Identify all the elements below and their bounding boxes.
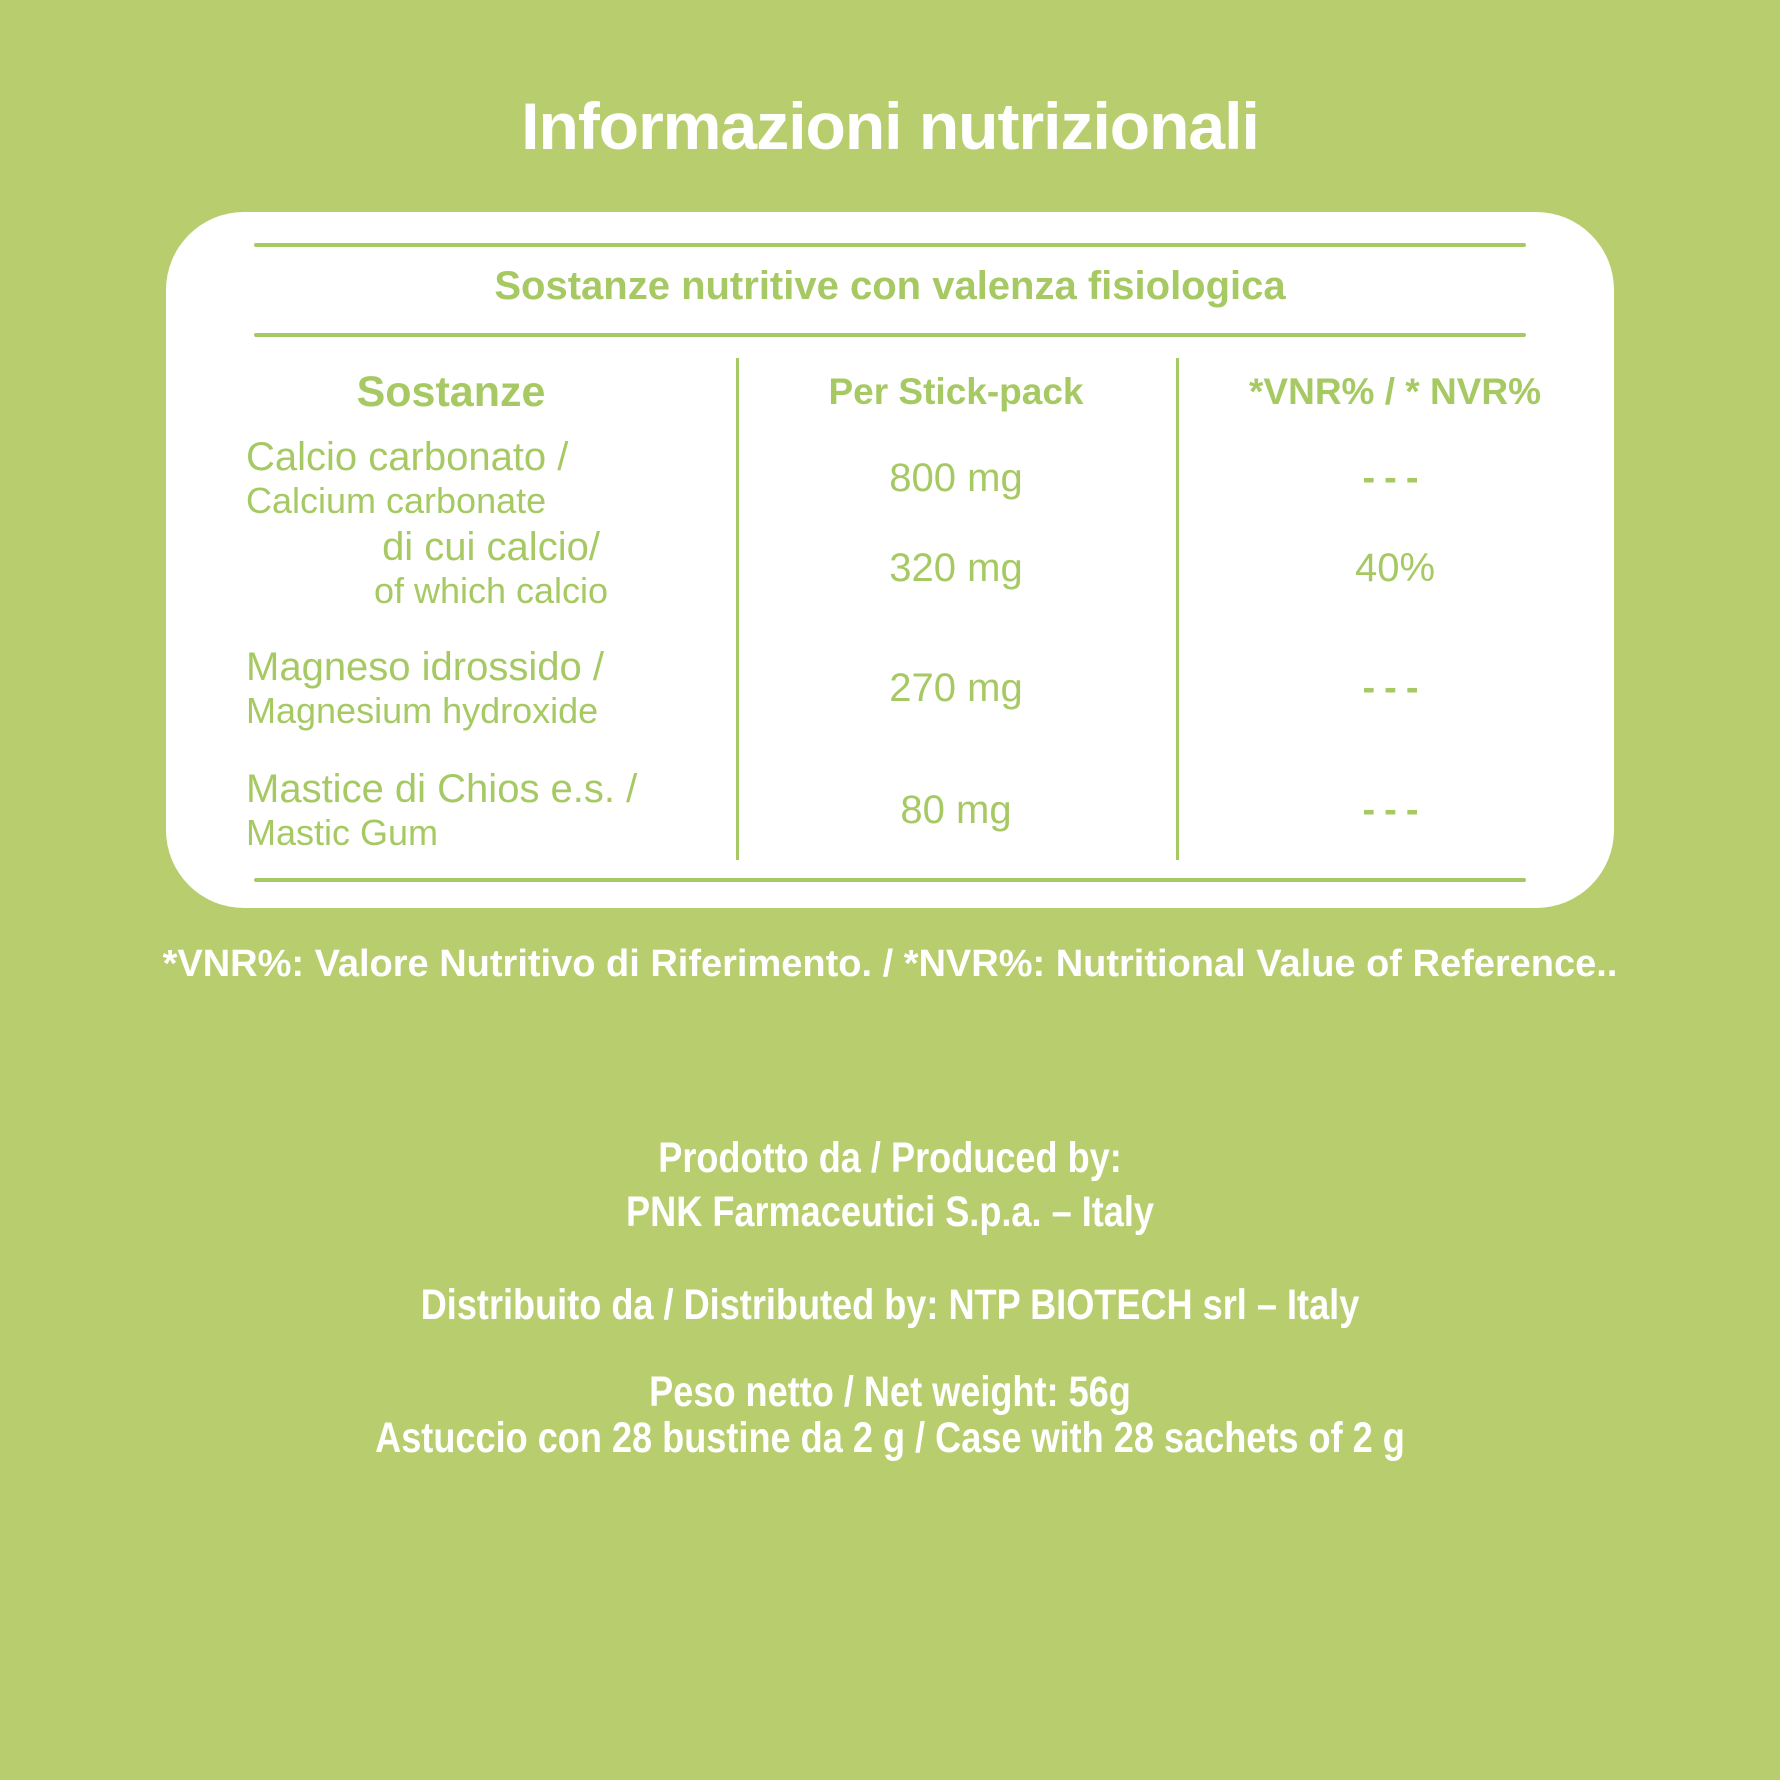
divider-top xyxy=(254,243,1526,247)
table-row xyxy=(166,766,1614,854)
table-row xyxy=(166,644,1614,732)
substance-name xyxy=(166,644,736,732)
substance-name-it: Calcio carbonato / xyxy=(246,435,569,479)
produced-by-value: PNK Farmaceutici S.p.a. – Italy xyxy=(626,1188,1154,1236)
substance-vnr: 40% xyxy=(1354,545,1436,590)
substance-name-it: di cui calcio/ xyxy=(382,525,600,569)
substance-name-en: Magnesium hydroxide xyxy=(246,690,599,731)
substance-name xyxy=(166,524,736,612)
table-row xyxy=(166,524,1614,612)
substance-vnr: --- xyxy=(1362,666,1428,709)
substance-amount: 320 mg xyxy=(889,545,1023,590)
vnr-footnote: *VNR%: Valore Nutritivo di Riferimento. / *NVR%: Nutritional Value of Reference.. xyxy=(162,943,1618,985)
substance-name-en: of which calcio xyxy=(373,570,609,611)
substance-name-it: Magneso idrossido / xyxy=(246,645,604,689)
substance-name-en: Mastic Gum xyxy=(246,812,439,853)
net-weight: Peso netto / Net weight: 56g xyxy=(649,1368,1131,1416)
table-header-row xyxy=(166,362,1614,422)
case-info: Astuccio con 28 bustine da 2 g / Case with 28 sachets of 2 g xyxy=(375,1414,1405,1462)
substance-name xyxy=(166,434,736,522)
substance-amount: 80 mg xyxy=(900,787,1012,832)
substance-vnr: --- xyxy=(1362,788,1428,831)
distributed-by: Distribuito da / Distributed by: NTP BIOTECH srl – Italy xyxy=(420,1281,1360,1329)
column-header-sostanze: Sostanze xyxy=(356,367,546,416)
substance-vnr: --- xyxy=(1362,456,1428,499)
produced-by-label: Prodotto da / Produced by: xyxy=(658,1134,1122,1182)
page-title: Informazioni nutrizionali xyxy=(521,89,1259,163)
column-header-per-stick-pack: Per Stick-pack xyxy=(828,371,1084,412)
substance-name-en: Calcium carbonate xyxy=(246,480,547,521)
divider-middle xyxy=(254,333,1526,337)
nutrition-facts-card xyxy=(166,212,1614,908)
substance-name xyxy=(166,766,736,854)
divider-bottom xyxy=(254,878,1526,882)
substance-amount: 270 mg xyxy=(889,665,1023,710)
card-header: Sostanze nutritive con valenza fisiologica xyxy=(494,264,1286,308)
substance-name-it: Mastice di Chios e.s. / xyxy=(246,767,638,811)
substance-amount: 800 mg xyxy=(889,455,1023,500)
column-header-vnr: *VNR% / * NVR% xyxy=(1249,371,1541,412)
table-row xyxy=(166,434,1614,522)
